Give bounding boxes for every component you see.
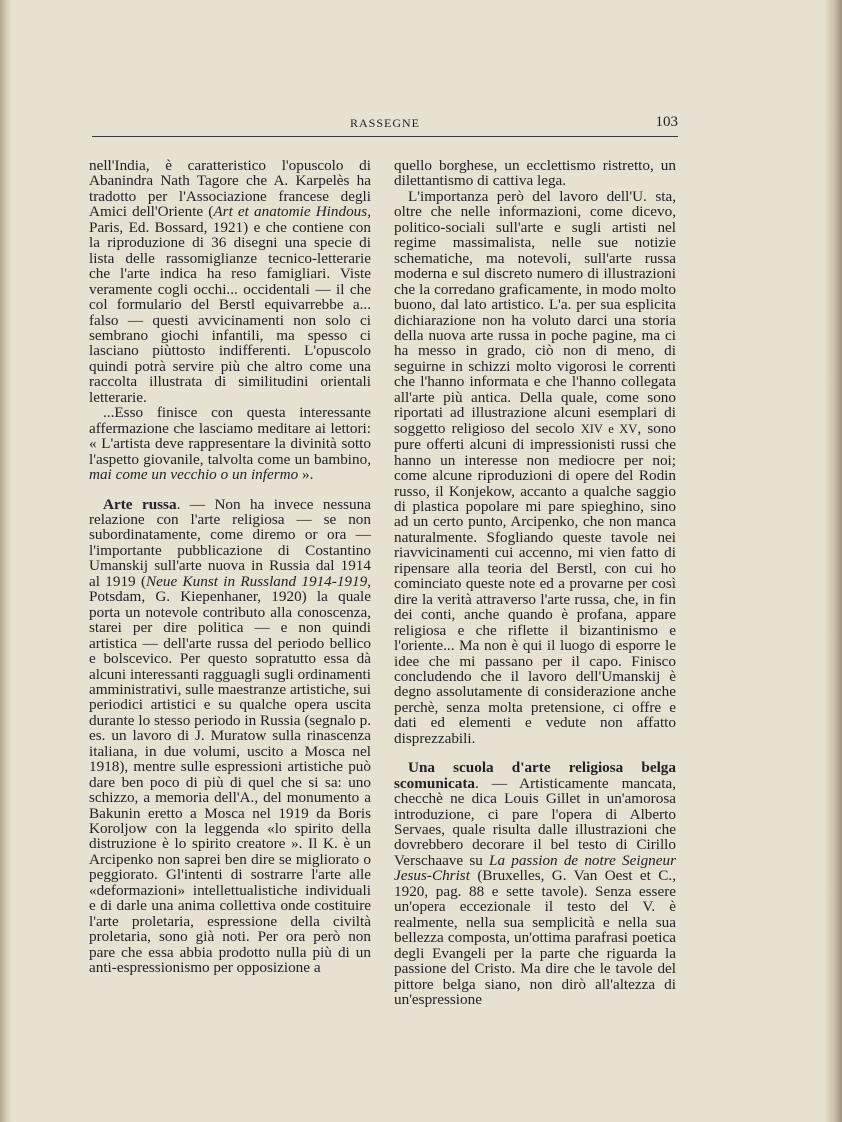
quote-italic: mai come un vecchio o un infermo <box>89 466 299 484</box>
paragraph-umanskij: L'importanza però del lavoro dell'U. sta, oltre che nelle informazioni, come dicevo, politico-sociali sull'arte e sugli artisti nel regime massimalista, nelle sue notizie schematiche, ma notevoli, sull'arte russa moderna e sul discreto numero di illustrazioni che la corredano graficamente, in modo molto buono, dal lato artistico. L'a. per sua esplicita dichiarazione non ha voluto darci una storia della nuova arte russa in poche pagine, ma ci ha messo in grado, ciò non di meno, di seguirne in schizzi molto vigorosi le correnti che l'hanno informata e che l'hanno collegata all'arte più antica. Della quale, come sono riportati ad illustrazione alcuni esemplari di soggetto religioso del secolo XIV e XV, sono pure offerti alcuni di impressionisti russi che hanno un interesse non mediocre per noi; come alcune riproduzioni di opere del Rodin russo, il Konjekow, accanto a qualche saggio di plastica popolare mi pare spieghino, sino ad un certo punto, Arcipenko, che non manca naturalmente. Sfogliando queste tavole nei riavvicinamenti cui accenno, mi vien fatto di ripensare alla teoria del Berstl, con cui ho cominciato queste note ed a provarne per così dire la verità attraverso l'arte russa, che, in fin dei conti, anche quando è profana, appare religiosa e che riflette il bizantinismo e l'oriente... Ma non è qui il luogo di esporre le idee che mi passano per il capo. Finisco concludendo che il lavoro dell'Umanskij è degno assolutamente di considerazione anche perchè, senza molta pretensione, ci offre e dati ed elementi e vedute non affatto disprezzabili. <box>394 187 677 747</box>
page-left-edge <box>0 0 12 1122</box>
author-name: Abanindra Nath Tagore <box>89 172 239 190</box>
book-title: Neue Kunst in Russland 1914-1919 <box>146 572 368 590</box>
header-rule <box>92 136 678 137</box>
running-header <box>92 116 678 136</box>
book-title: Art et anatomie Hindous <box>213 203 368 221</box>
paragraph-continuation: quello borghese, un ecclettismo ristretto, un dilettantismo di cattiva lega. <box>394 157 676 190</box>
paragraph-tagore: nell'India, è caratteristico l'opuscolo di Abanindra Nath Tagore che A. Karpelès ha tradotto per l'Associazione francese degli Amici dell'Oriente (Art et anatomie Hindous, Paris, Ed. Bossard, 1921) e che contiene con la riproduzione di 36 disegni una specie di lista delle rassomiglianze tecnico-letterarie che l'arte indica ha reso famigliari. Viste veramente cogli occhi... occidentali — il che col formulario del Berstl equivarrebbe a... falso — questi avvicinamenti non solo ci sembrano giochi infantili, ma spesso ci lasciano piùttosto indifferenti. L'opuscolo quindi potrà servire più che altro come una raccolta illustrata di similitudini orientali letterarie. <box>89 157 372 406</box>
paragraph-quote: ...Esso finisce con questa interessante affermazione che lasciamo meditare ai lettori: « L'artista deve rappresentare la divinità sotto l'aspetto giovanile, talvolta come un bambino, mai come un vecchio o un infermo ». <box>89 404 371 484</box>
section-heading-scuola-belga: Una scuola d'arte religiosa belga scomunicata <box>394 759 676 792</box>
paragraph-arte-russa: Arte russa. — Non ha invece nessuna relazione con l'arte religiosa — se non subordinatamente, come diremo or ora — l'importante pubblicazione di Costantino Umanskij sull'arte nuova in Russia dal 1914 al 1919 (Neue Kunst in Russland 1914-1919, Potsdam, G. Kiepenhaner, 1920) la quale porta un notevole contributo alla conoscenza, starei per dire politica — e non quindi artistica — dell'arte russa del periodo bellico e bolscevico. Per questo sopratutto essa dà alcuni interessanti ragguagli sugli ordinamenti amministrativi, sulle maestranze artistiche, sui periodici artistici e su qualche opera uscita durante lo stesso periodo in Russia (segnalo p. es. un lavoro di J. Muratow sulla rinascenza italiana, in due volumi, uscito a Mosca nel 1918), mentre sulle espressioni artistiche può dare ben poco di più di quel che si sa: uno schizzo, a memoria dell'A., del monumento a Bakunin eretto a Mosca nel 1919 da Boris Koroljow con la leggenda «lo spirito della distruzione è lo spirito creatore ». Il K. è un Arcipenko non saprei ben dire se migliorato o peggiorato. Gl'intenti di sostrarre l'arte alle «deformazioni» intellettualistiche individuali e di darle una anima collettiva onde costituire l'arte proletaria, espressione della civiltà proletaria, sono già noti. Per ora però non pare che essa abbia prodotto nulla più di un anti-espressionismo per opposizione a <box>89 495 371 977</box>
century-smallcaps: XIV e XV <box>580 421 638 436</box>
paragraph-scuola-belga: Una scuola d'arte religiosa belga scomunicata. — Artisticamente mancata, checchè ne dica Louis Gillet in un'amorosa introduzione, ci pare l'opera di Alberto Servaes, quale risulta dalle illustrazioni che dovrebbero decorare il bel testo di Cirillo Verschaave su La passion de notre Seigneur Jesus-Christ (Bruxelles, G. Van Oest et C., 1920, pag. 88 e sette tavole). Senza essere un'opera eccezionale il testo del V. è realmente, nella sua semplicità e nella sua bellezza composta, un'ottima parafrasi poetica degli Evangeli per la parte che riguarda la passione del Cristo. Ma dire che le tavole del pittore belga siano, non dirò all'altezza di un'espressione <box>394 759 677 1009</box>
page-number: 103 <box>655 114 678 130</box>
page-right-edge <box>824 0 842 1122</box>
right-column <box>394 158 676 1007</box>
section-title: RASSEGNE <box>349 116 420 130</box>
section-heading-arte-russa: Arte russa <box>103 495 177 513</box>
book-title: La passion de notre Seigneur Jesus-Christ <box>394 851 676 885</box>
left-column <box>89 158 371 976</box>
